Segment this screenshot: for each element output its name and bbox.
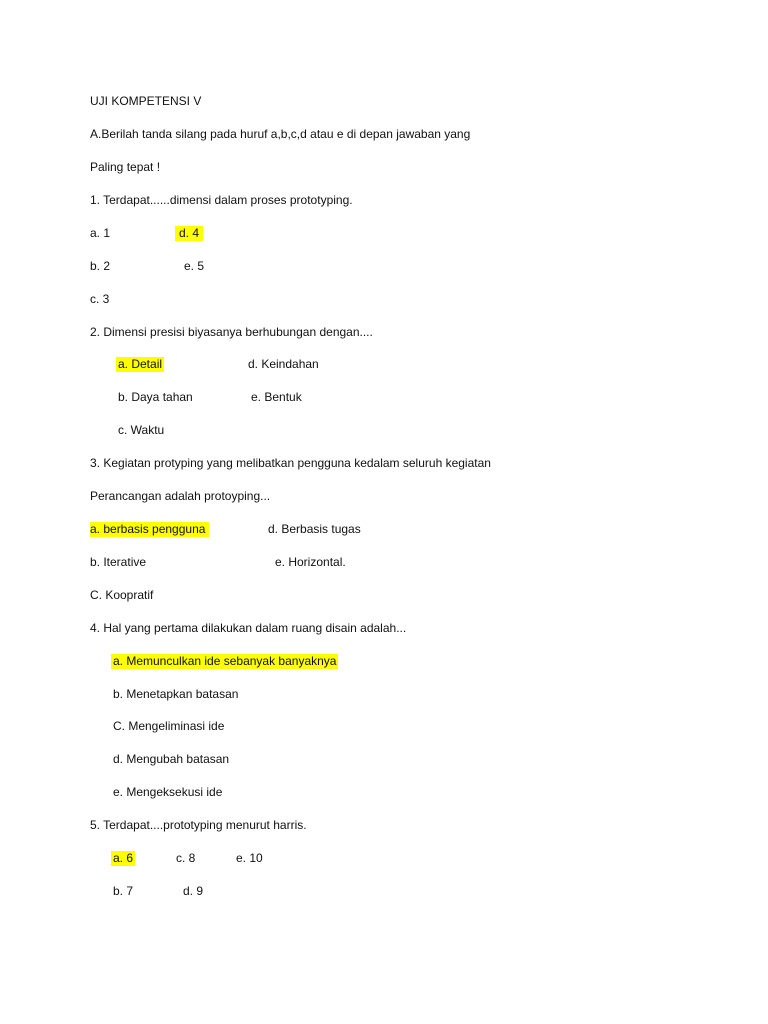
q3-option-b: b. Iterative [90, 555, 147, 569]
q5-option-c: c. 8 [176, 851, 196, 865]
question-3-text-line-2: Perancangan adalah protoyping... [90, 489, 271, 503]
question-1-text: 1. Terdapat......dimensi dalam proses prototyping. [90, 193, 353, 207]
q2-option-a-highlighted: a. Detail [118, 357, 163, 371]
q1-option-c: c. 3 [90, 292, 110, 306]
q4-option-e: e. Mengeksekusi ide [113, 785, 223, 799]
q5-option-a-highlighted: a. 6 [113, 851, 134, 865]
question-3-text-line-1: 3. Kegiatan protyping yang melibatkan pengguna kedalam seluruh kegiatan [90, 456, 491, 470]
instruction-line-2: Paling tepat ! [90, 160, 161, 174]
instruction-line-1: A.Berilah tanda silang pada huruf a,b,c,d atau e di depan jawaban yang [90, 127, 471, 141]
q2-option-e: e. Bentuk [251, 390, 302, 404]
question-5-text: 5. Terdapat....prototyping menurut harris. [90, 818, 307, 832]
q4-option-c: C. Mengeliminasi ide [113, 719, 225, 733]
q4-option-d: d. Mengubah batasan [113, 752, 230, 766]
document-title: UJI KOMPETENSI V [90, 94, 202, 108]
q2-option-c: c. Waktu [118, 423, 165, 437]
q4-option-a-highlighted: a. Memunculkan ide sebanyak banyaknya [113, 654, 337, 668]
q4-option-b: b. Menetapkan batasan [113, 687, 239, 701]
q5-option-b: b. 7 [113, 884, 134, 898]
q2-option-d: d. Keindahan [248, 357, 319, 371]
q5-option-e: e. 10 [236, 851, 263, 865]
q3-option-c: C. Koopratif [90, 588, 154, 602]
q1-option-e: e. 5 [184, 259, 205, 273]
q1-option-a: a. 1 [90, 226, 111, 240]
question-2-text: 2. Dimensi presisi biyasanya berhubungan dengan.... [90, 325, 373, 339]
q1-option-d-highlighted: d. 4 [175, 226, 203, 241]
q3-option-e: e. Horizontal. [275, 555, 346, 569]
q2-option-b: b. Daya tahan [118, 390, 193, 404]
q3-option-a-highlighted: a. berbasis pengguna [90, 522, 209, 537]
q5-option-d: d. 9 [183, 884, 204, 898]
q3-option-d: d. Berbasis tugas [268, 522, 361, 536]
question-4-text: 4. Hal yang pertama dilakukan dalam ruang disain adalah... [90, 621, 407, 635]
q1-option-b: b. 2 [90, 259, 111, 273]
